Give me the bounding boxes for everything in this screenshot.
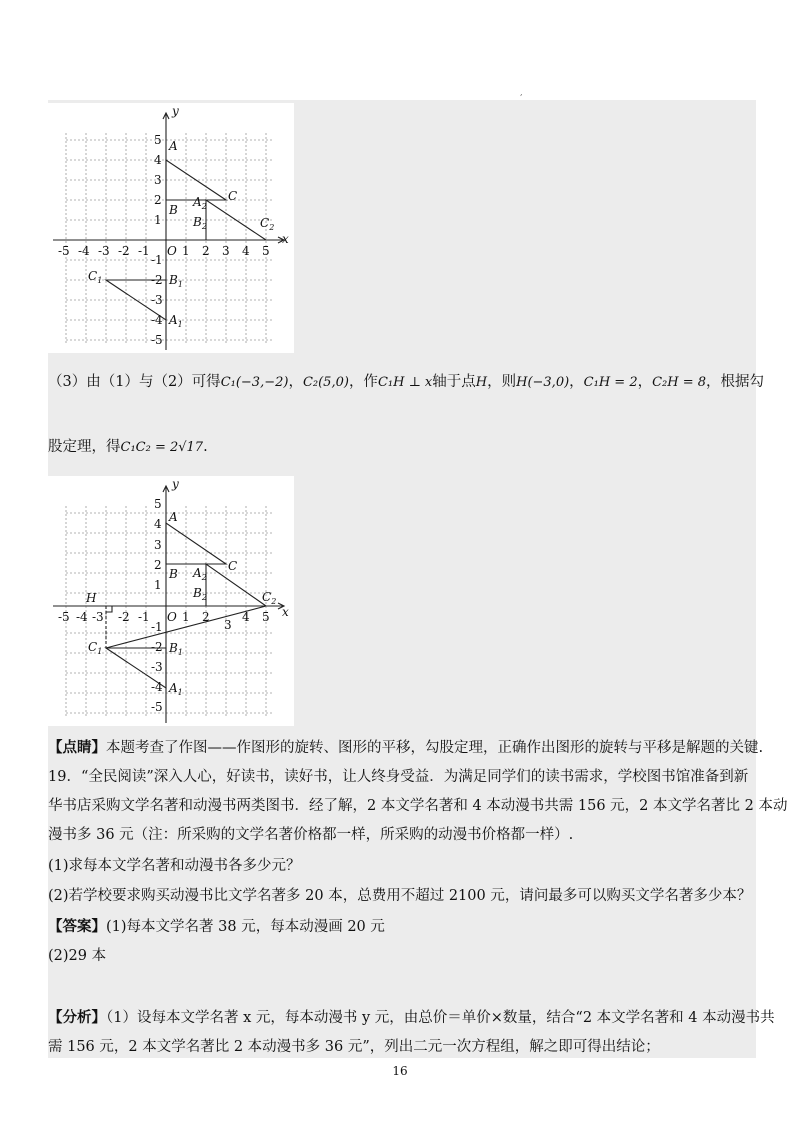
q19-line1: 19．“全民阅读”深入人心，好读书，读好书，让人终身受益．为满足同学们的读书需求，学校图书馆准备到新: [48, 769, 749, 785]
svg-text:x: x: [282, 605, 289, 619]
svg-text:1: 1: [154, 213, 162, 227]
coordinate-grid-2: [48, 476, 294, 726]
svg-text:x: x: [282, 232, 289, 246]
svg-text:C2: $C_2$: [262, 590, 277, 606]
comment-tag: 【点睛】: [48, 739, 106, 756]
svg-text:4: 4: [154, 517, 162, 531]
svg-text:B: B: [169, 203, 178, 217]
svg-text:-4: -4: [76, 610, 88, 624]
figure-1: [48, 103, 294, 353]
svg-text:-2: -2: [118, 244, 130, 258]
q19-line3: 漫书多 36 元（注：所采购的文学名著价格都一样，所采购的动漫书价格都一样）.: [48, 827, 574, 843]
svg-text:-1: -1: [151, 253, 163, 267]
svg-text:-5: -5: [151, 700, 163, 714]
top-mark: ,: [520, 88, 523, 97]
svg-text:5: 5: [262, 244, 270, 258]
svg-text:4: 4: [154, 153, 162, 167]
svg-text:O: O: [167, 610, 177, 624]
svg-text:C1: $C_1$: [88, 269, 103, 285]
svg-text:3: 3: [154, 173, 162, 187]
step3-line1: （3）由（1）与（2）可得C₁(−3,−2)，C₂(5,0)，作C₁H ⊥ x轴于点H，则H(−3,0)，C₁H = 2，C₂H = 8，根据勾: [48, 374, 765, 390]
svg-text:A1: $A_1$: [169, 313, 183, 329]
svg-text:-1: -1: [151, 620, 163, 634]
svg-text:4: 4: [242, 244, 250, 258]
answer-tag: 【答案】: [48, 918, 106, 935]
svg-text:5: 5: [154, 497, 162, 511]
svg-text:-1: -1: [138, 610, 150, 624]
svg-text:-2: -2: [118, 610, 130, 624]
coordinate-grid-1: [48, 103, 294, 353]
svg-text:-2: -2: [151, 640, 163, 654]
svg-text:A1: $A_1$: [169, 681, 183, 697]
svg-text:1: 1: [182, 610, 190, 624]
svg-text:B2: $B_2$: [193, 215, 207, 231]
svg-text:C1: $C_1$: [88, 640, 103, 656]
svg-text:A: A: [169, 139, 178, 153]
svg-text:-3: -3: [151, 293, 163, 307]
svg-text:2: 2: [154, 193, 162, 207]
svg-text:-3: -3: [92, 610, 104, 624]
answer-line2: (2)29 本: [48, 948, 107, 964]
svg-text:5: 5: [262, 610, 270, 624]
svg-text:H: H: [86, 591, 97, 605]
svg-text:3: 3: [222, 244, 230, 258]
svg-text:B: B: [169, 567, 178, 581]
svg-text:A2: $A_2$: [193, 566, 207, 582]
analysis-tag: 【分析】: [48, 1009, 106, 1026]
svg-text:-4: -4: [151, 680, 163, 694]
comment-line: 【点睛】本题考查了作图——作图形的旋转、图形的平移，勾股定理，正确作出图形的旋转与平移是解题的关键.: [48, 739, 764, 756]
svg-text:-4: -4: [151, 313, 163, 327]
svg-text:B1: $B_1$: [169, 641, 183, 657]
step3-line2: 股定理，得C₁C₂ = 2√17.: [48, 439, 208, 455]
svg-text:4: 4: [242, 610, 250, 624]
svg-text:C: C: [228, 189, 238, 203]
svg-text:B2: $B_2$: [193, 586, 207, 602]
svg-text:A2: $A_2$: [193, 195, 207, 211]
q19-part2: (2)若学校要求购买动漫书比文学名著多 20 本，总费用不超过 2100 元，请问最多可以购买文学名著多少本？: [48, 888, 752, 904]
svg-text:-2: -2: [151, 273, 163, 287]
svg-text:1: 1: [182, 244, 190, 258]
svg-text:2: 2: [154, 558, 162, 572]
svg-text:-3: -3: [151, 660, 163, 674]
svg-text:-4: -4: [78, 244, 90, 258]
svg-text:y: y: [172, 477, 179, 491]
svg-text:B1: $B_1$: [169, 273, 183, 289]
svg-text:-5: -5: [151, 333, 163, 347]
svg-text:O: O: [167, 244, 177, 258]
figure-2: [48, 476, 294, 726]
svg-text:-1: -1: [138, 244, 150, 258]
svg-text:C: C: [228, 559, 238, 573]
answer-line1: 【答案】(1)每本文学名著 38 元，每本动漫画 20 元: [48, 918, 385, 935]
analysis-line1: 【分析】（1）设每本文学名著 x 元，每本动漫书 y 元，由总价＝单价×数量，结合“2 本文学名著和 4 本动漫书共: [48, 1009, 775, 1026]
svg-text:5: 5: [154, 133, 162, 147]
q19-part1: (1)求每本文学名著和动漫书各多少元？: [48, 858, 301, 874]
svg-text:C2: $C_2$: [260, 216, 275, 232]
svg-text:-5: -5: [58, 610, 70, 624]
analysis-line2: 需 156 元，2 本文学名著比 2 本动漫书多 36 元”，列出二元一次方程组，解之即可得出结论；: [48, 1039, 660, 1055]
page-number: 16: [392, 1064, 408, 1078]
svg-text:3: 3: [154, 538, 162, 552]
svg-text:2: 2: [202, 244, 210, 258]
svg-text:A: A: [169, 510, 178, 524]
svg-text:1: 1: [154, 578, 162, 592]
q19-line2: 华书店采购文学名著和动漫书两类图书．经了解，2 本文学名著和 4 本动漫书共需 156 元，2 本文学名著比 2 本动: [48, 798, 788, 814]
svg-text:3: 3: [224, 618, 232, 632]
svg-text:2: 2: [202, 610, 210, 624]
svg-text:-5: -5: [58, 244, 70, 258]
svg-text:-3: -3: [98, 244, 110, 258]
svg-text:y: y: [172, 104, 179, 118]
